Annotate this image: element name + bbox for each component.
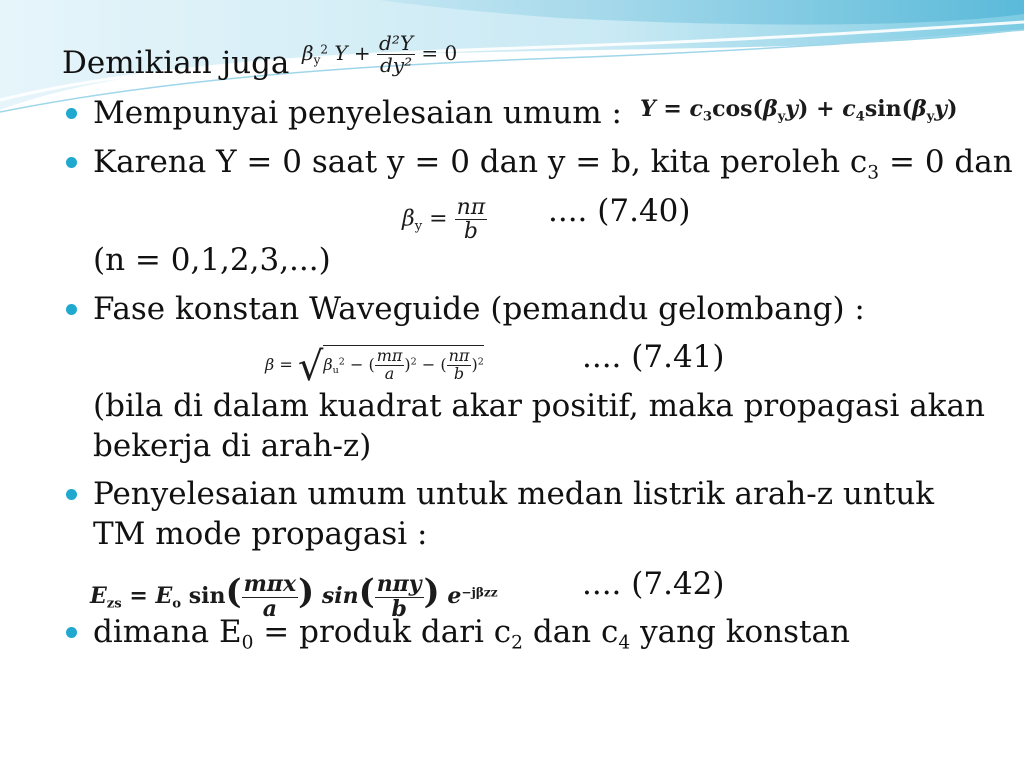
bullet-constants-note: dimana $E_0$ = produk dari $c_2$ dan $c_4$ yang konstan [93, 613, 850, 663]
bullet-boundary-condition: Karena Y = 0 saat y = 0 dan y = b, kita peroleh $c_3 = 0$ dan [93, 143, 1013, 193]
bullet-general-solution: Mempunyai penyelesaian umum : [93, 95, 622, 131]
ez-field-equation: $E_{zs} = E_o$ sin( $\frac{\text{mπx}}{a}$ ) sin( $\frac{\text{nπy}}{b}$ ) $e^{-j\beta zz}$ [90, 571, 498, 622]
intro-label: Demikian juga [62, 45, 290, 81]
n-values-text: (n = 0,1,2,3,...) [93, 242, 331, 278]
helmholtz-equation: $\beta_y^2$ Y + $\frac{\text{d²Y}}{\text{dy²}}$ = 0 [302, 31, 458, 77]
general-solution-equation: $Y = c_3\cos(\beta_yy) + c_4\sin(\beta_yy)$ [640, 96, 958, 125]
condition-text-line1: (bila di dalam kuadrat akar positif, maka propagasi akan [93, 388, 985, 424]
eq-label-7-41: .... (7.41) [582, 339, 725, 375]
intro-text [62, 44, 289, 82]
phase-constant-equation: $\beta = √\beta_u^2$ − ( $\frac{m\pi}{a}$ )$^2$ − ( $\frac{n\pi}{b}$ )$^2$ [265, 344, 484, 390]
condition-text-line2: bekerja di arah-z) [93, 428, 372, 464]
bullet-general-solution-ez: Penyelesaian umum untuk medan listrik arah-z untuk [93, 476, 935, 512]
tm-mode-text: TM mode propagasi : [93, 516, 428, 552]
beta-y-equation: $\beta_y$ = $\frac{n\pi}{b}$ [402, 195, 486, 245]
bullet-phase-constant: Fase konstan Waveguide (pemandu gelombang) : [93, 291, 865, 327]
eq-label-7-42: .... (7.42) [582, 566, 725, 602]
eq-label-7-40: .... (7.40) [548, 193, 691, 229]
